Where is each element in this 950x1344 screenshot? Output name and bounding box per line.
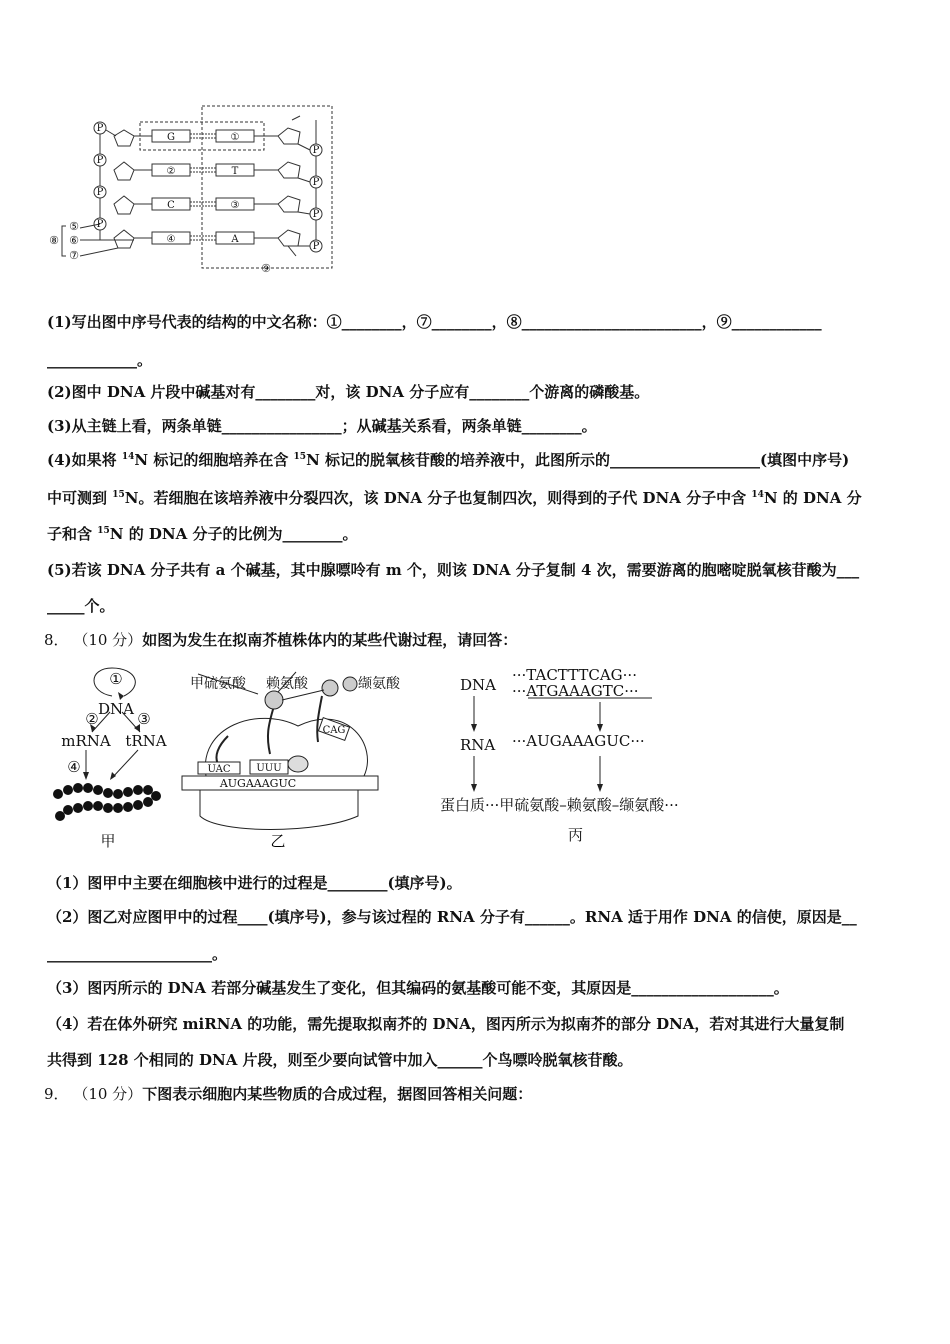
q7-part5-line1: (5)若该 DNA 分子共有 a 个碱基，其中腺嘌呤有 m 个，则该 DNA 分子复制 4 次，需要游离的胞嘧啶脱氧核苷酸为___ (47, 561, 860, 579)
label-9: ⑨ (261, 262, 271, 275)
q7-part4-line3: 子和含 $^{15}$N 的 DNA 分子的比例为________。 (47, 525, 358, 543)
figure-yi (178, 666, 428, 851)
rna-sequence: ···AUGAAAGUC··· (512, 732, 645, 750)
q7-part3: (3)从主链上看，两条单链________________；从碱基关系看，两条单链________。 (47, 417, 597, 435)
caption-yi: 乙 (270, 832, 286, 850)
q7-part4-line2: 中可测到 $^{15}$N。若细胞在该培养液中分裂四次，该 DNA 分子也复制四次，则得到的子代 DNA 分子中含 $^{14}$N 的 DNA 分 (47, 489, 862, 507)
phosphate-label: P (312, 209, 320, 220)
lys-label: 赖氨酸 (266, 676, 308, 692)
val-label: 缬氨酸 (358, 676, 400, 692)
q7-part1-line1: (1)写出图中序号代表的结构的中文名称：①________，⑦________，⑧________________________，⑨____________ (47, 313, 822, 331)
base-label: C (167, 200, 175, 211)
base-label: G (167, 132, 175, 143)
trna-label: tRNA (125, 732, 167, 750)
met-label: 甲硫氨酸 (190, 676, 246, 692)
q8-part4-line1: （4）若在体外研究 miRNA 的功能，需先提取拟南芥的 DNA，图丙所示为拟南芥的部分 DNA，若对其进行大量复制 (47, 1015, 845, 1033)
q8-header: 8． （10 分）如图为发生在拟南芥植株体内的某些代谢过程，请回答： (44, 631, 518, 649)
rna-label: RNA (460, 736, 496, 754)
q7-part1-line2: ____________。 (47, 351, 153, 369)
process-4-label: ④ (67, 758, 81, 776)
phosphate-label: P (312, 241, 320, 252)
figure-bing (440, 666, 710, 851)
phosphate-label: P (312, 177, 320, 188)
mrna-label: mRNA (61, 732, 111, 750)
q9-header: 9． （10 分）下图表示细胞内某些物质的合成过程，据图回答相关问题： (44, 1085, 533, 1103)
label-6: ⑥ (69, 234, 79, 247)
base-label: T (231, 166, 239, 177)
q7-part5-line2: _____个。 (47, 597, 115, 615)
mrna-sequence: AUGAAAGUC (219, 777, 297, 790)
caption-jia: 甲 (100, 832, 116, 850)
q8-part4-line2: 共得到 128 个相同的 DNA 片段，则至少要向试管中加入______个鸟嘌呤脱氧核苷酸。 (47, 1051, 633, 1069)
figure-jia (48, 666, 178, 851)
process-2-label: ② (85, 710, 99, 728)
phosphate-label: P (312, 145, 320, 156)
q8-part1: （1）图甲中主要在细胞核中进行的过程是________(填序号)。 (47, 874, 462, 892)
label-7: ⑦ (69, 249, 79, 262)
protein-sequence: 蛋白质···甲硫氨酸–赖氨酸–缬氨酸··· (440, 796, 679, 814)
dna-template-strand: ···TACTTTCAG··· (512, 666, 637, 684)
anticodon-2: UUU (256, 763, 282, 774)
process-1-label: ① (109, 670, 123, 688)
caption-bing: 丙 (568, 826, 584, 844)
label-5: ⑤ (69, 220, 79, 233)
phosphate-label: P (96, 219, 104, 230)
label-8: ⑧ (49, 234, 59, 247)
q7-part4-line1: (4)如果将 $^{14}$N 标记的细胞培养在含 $^{15}$N 标记的脱氧核苷酸的培养液中，此图所示的____________________(填图中序号) (47, 451, 850, 469)
anticodon-3: CAG (322, 725, 346, 736)
phosphate-label: P (96, 187, 104, 198)
q8-part2-line2: ______________________。 (47, 945, 228, 963)
q7-part2: (2)图中 DNA 片段中碱基对有________对，该 DNA 分子应有________个游离的磷酸基。 (47, 383, 650, 401)
base-label: ② (166, 166, 176, 177)
base-label: ① (230, 132, 240, 143)
base-label: ④ (166, 234, 176, 245)
dna-structure-figure (44, 100, 344, 280)
base-label: ③ (230, 200, 240, 211)
dna-coding-strand: ···ATGAAAGTC··· (512, 682, 639, 700)
dna-label: DNA (98, 700, 134, 718)
phosphate-label: P (96, 155, 104, 166)
phosphate-label: P (96, 123, 104, 134)
anticodon-1: UAC (207, 764, 231, 775)
q8-part3: （3）图丙所示的 DNA 若部分碱基发生了变化，但其编码的氨基酸可能不变，其原因是___________________。 (47, 979, 789, 997)
base-label: A (231, 234, 239, 245)
q8-part2-line1: （2）图乙对应图甲中的过程____(填序号)，参与该过程的 RNA 分子有______。RNA 适于用作 DNA 的信使，原因是__ (47, 908, 857, 926)
process-3-label: ③ (137, 710, 151, 728)
dna-label: DNA (460, 676, 496, 694)
